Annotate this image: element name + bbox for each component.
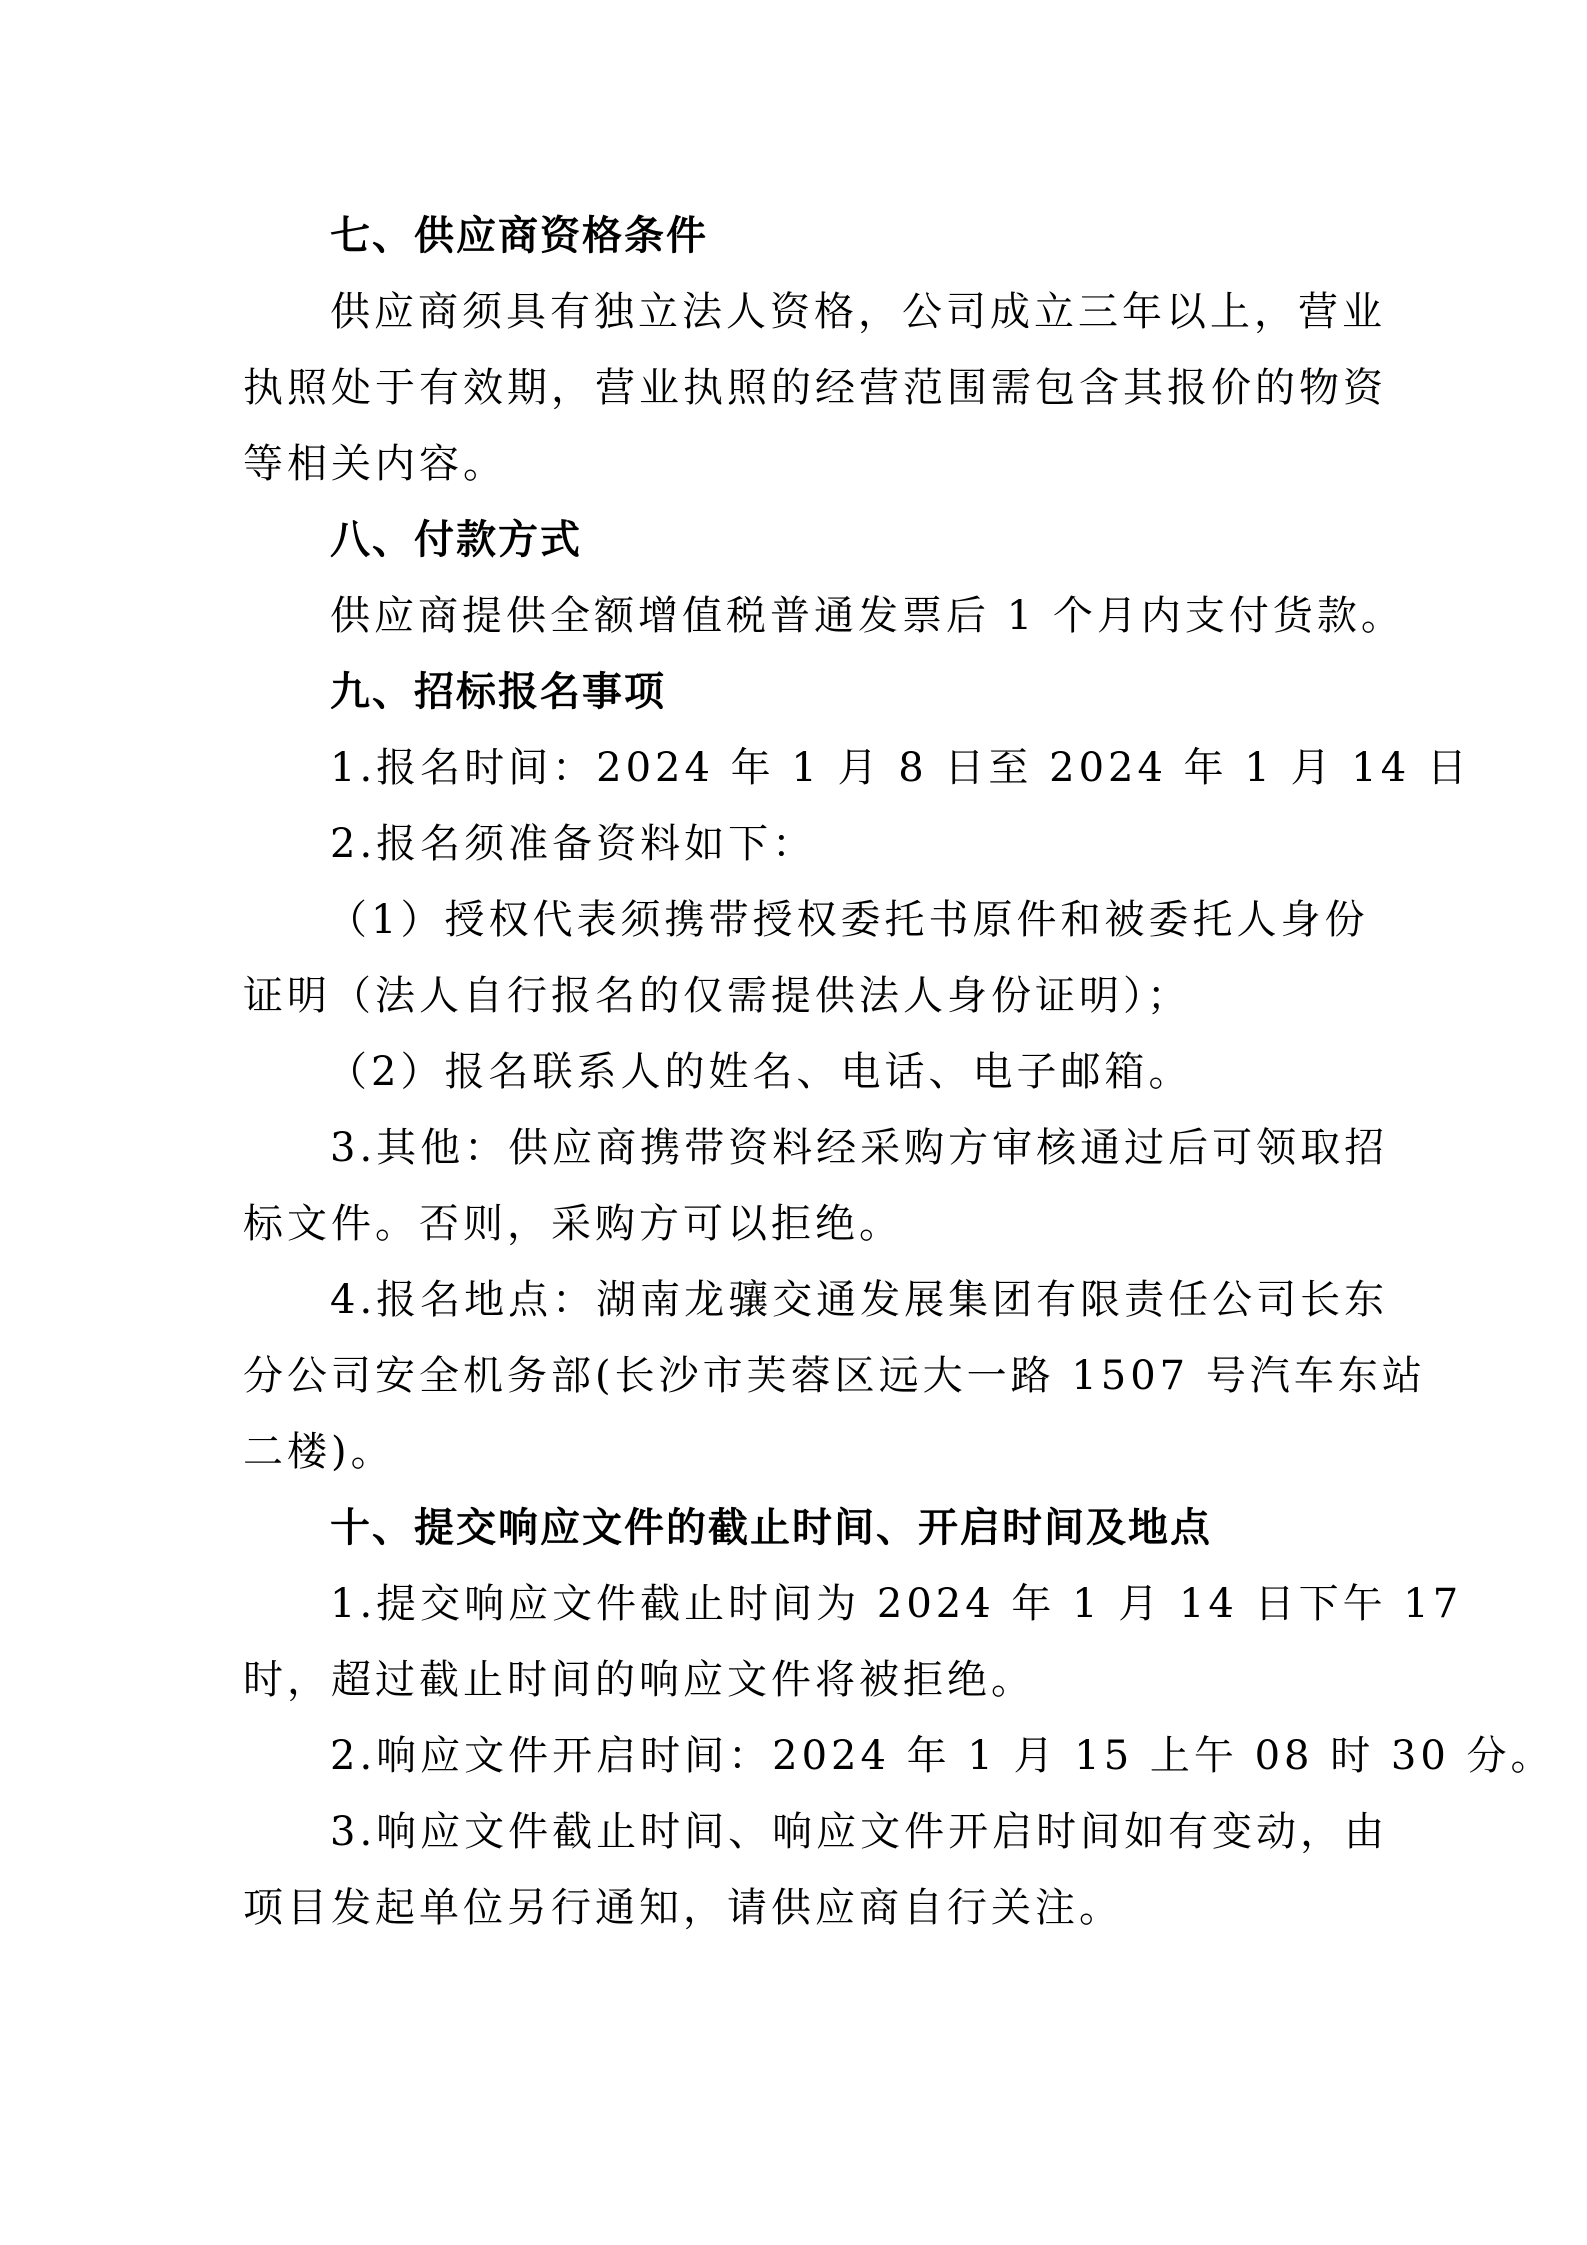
paragraph-line: 供应商提供全额增值税普通发票后 1 个月内支付货款。 [330,593,1405,639]
paragraph-line: 2.响应文件开启时间：2024 年 1 月 15 上午 08 时 30 分。 [330,1733,1555,1779]
paragraph-line: 1.提交响应文件截止时间为 2024 年 1 月 14 日下午 17 [330,1581,1463,1627]
paragraph-line: 4.报名地点：湖南龙骧交通发展集团有限责任公司长东 [330,1277,1389,1323]
paragraph-line: 二楼)。 [243,1429,395,1475]
paragraph-line: 3.其他：供应商携带资料经采购方审核通过后可领取招 [330,1125,1389,1171]
paragraph-line: 项目发起单位另行通知，请供应商自行关注。 [243,1885,1123,1931]
section-9-heading: 九、招标报名事项 [330,669,666,715]
paragraph-line: （1）授权代表须携带授权委托书原件和被委托人身份 [327,897,1369,943]
paragraph-line: 时，超过截止时间的响应文件将被拒绝。 [243,1657,1035,1703]
section-8-heading: 八、付款方式 [330,517,582,563]
paragraph-line: 等相关内容。 [243,441,507,487]
paragraph-line: 1.报名时间：2024 年 1 月 8 日至 2024 年 1 月 14 日 [330,745,1471,791]
paragraph-line: 分公司安全机务部(长沙市芙蓉区远大一路 1507 号汽车东站 [243,1353,1426,1399]
document-page [243,198,1555,1946]
section-7-heading: 七、供应商资格条件 [330,213,708,259]
paragraph-line: 2.报名须准备资料如下： [330,821,817,867]
paragraph-line: 执照处于有效期，营业执照的经营范围需包含其报价的物资 [243,365,1387,411]
paragraph-line: 3.响应文件截止时间、响应文件开启时间如有变动，由 [330,1809,1389,1855]
paragraph-line: 标文件。否则，采购方可以拒绝。 [243,1201,903,1247]
paragraph-line: （2）报名联系人的姓名、电话、电子邮箱。 [327,1049,1193,1095]
paragraph-line: 供应商须具有独立法人资格，公司成立三年以上，营业 [330,289,1386,335]
section-10-heading: 十、提交响应文件的截止时间、开启时间及地点 [330,1505,1212,1551]
paragraph-line: 证明（法人自行报名的仅需提供法人身份证明）； [243,973,1191,1019]
